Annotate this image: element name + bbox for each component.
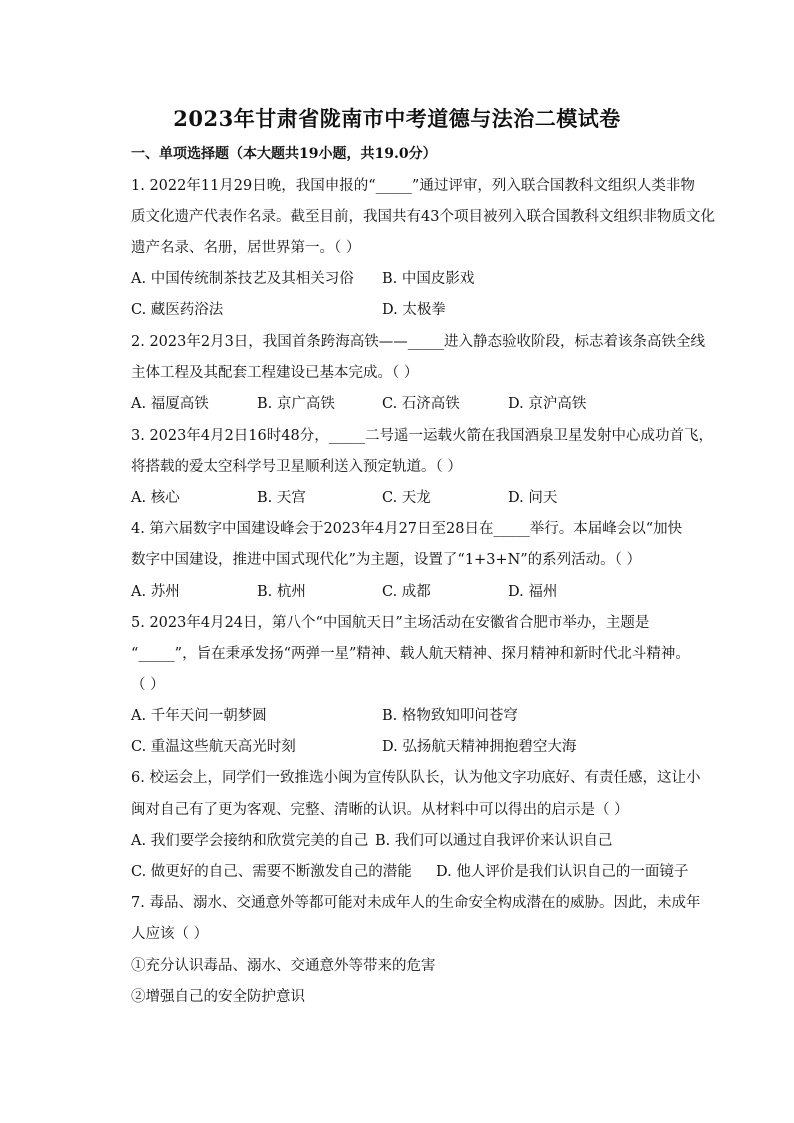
question-1-line-1: 1. 2022年11月29日晚，我国申报的“_____”通过评审，列入联合国教科文组织人类非物	[131, 178, 695, 194]
question-4-option-d: D. 福州	[508, 584, 558, 600]
question-1-line-2: 质文化遗产代表作名录。截至目前，我国共有43个项目被列入联合国教科文组织非物质文化	[131, 209, 715, 225]
question-6-line-1: 6. 校运会上，同学们一致推选小闽为宣传队队长，认为他文字功底好、有责任感，这让小	[131, 770, 701, 786]
question-4-line-2: 数字中国建设，推进中国式现代化”为主题，设置了“1+3+N”的系列活动。（ ）	[131, 552, 642, 568]
question-2-option-c: C. 石济高铁	[382, 396, 460, 412]
question-2-line-1: 2. 2023年2月3日，我国首条跨海高铁——_____进入静态验收阶段，标志着该条高铁全线	[131, 334, 706, 350]
question-5-line-2: “_____”，旨在秉承发扬“两弹一星”精神、载人航天精神、探月精神和新时代北斗精神。	[131, 646, 690, 662]
question-2-option-d: D. 京沪高铁	[508, 396, 587, 412]
question-7-line-1: 7. 毒品、溺水、交通意外等都可能对未成年人的生命安全构成潜在的威胁。因此，未成年	[131, 895, 701, 911]
question-5-option-d: D. 弘扬航天精神拥抱碧空大海	[382, 739, 577, 755]
question-6-option-b: B. 我们可以通过自我评价来认识自己	[375, 833, 613, 849]
question-5-option-b: B. 格物致知叩问苍穹	[382, 708, 518, 724]
question-6-option-a: A. 我们要学会接纳和欣赏完美的自己	[131, 833, 369, 849]
question-4-option-a: A. 苏州	[131, 584, 180, 600]
question-5-line-3: （ ）	[131, 677, 165, 693]
question-1-option-c: C. 藏医药浴法	[131, 302, 224, 318]
question-5-option-a: A. 千年天问一朝梦圆	[131, 708, 267, 724]
page-title: 2023年甘肃省陇南市中考道德与法治二模试卷	[173, 106, 621, 131]
question-5-option-c: C. 重温这些航天高光时刻	[131, 739, 296, 755]
question-3-option-a: A. 核心	[131, 490, 180, 506]
question-4-line-1: 4. 第六届数字中国建设峰会于2023年4月27日至28日在_____举行。本届峰会以“加快	[131, 521, 683, 537]
section-heading: 一、单项选择题（本大题共19小题，共19.0分）	[131, 146, 437, 162]
question-4-option-c: C. 成都	[382, 584, 431, 600]
question-6-option-c: C. 做更好的自己、需要不断激发自己的潜能	[131, 864, 412, 880]
question-7-line-2: 人应该（ ）	[131, 926, 209, 942]
question-1-option-b: B. 中国皮影戏	[382, 271, 475, 287]
question-2-option-a: A. 福厦高铁	[131, 396, 209, 412]
question-3-option-d: D. 问天	[508, 490, 558, 506]
question-6-option-d: D. 他人评价是我们认识自己的一面镜子	[436, 864, 689, 880]
question-5-line-1: 5. 2023年4月24日，第八个“中国航天日”主场活动在安徽省合肥市举办，主题是	[131, 615, 650, 631]
question-1-option-d: D. 太极拳	[382, 302, 446, 318]
question-2-option-b: B. 京广高铁	[257, 396, 335, 412]
question-1-option-a: A. 中国传统制茶技艺及其相关习俗	[131, 271, 354, 287]
question-1-line-3: 遗产名录、名册，居世界第一。（ ）	[131, 240, 361, 256]
question-7-statement-2: ②增强自己的安全防护意识	[131, 989, 305, 1005]
question-7-statement-1: ①充分认识毒品、溺水、交通意外等带来的危害	[131, 958, 436, 974]
question-3-option-c: C. 天龙	[382, 490, 431, 506]
question-2-line-2: 主体工程及其配套工程建设已基本完成。（ ）	[131, 365, 419, 381]
question-4-option-b: B. 杭州	[257, 584, 306, 600]
question-3-line-1: 3. 2023年4月2日16时48分，_____二号遥一运载火箭在我国酒泉卫星发射中心成功首飞，	[131, 428, 713, 444]
question-3-option-b: B. 天宫	[257, 490, 306, 506]
question-6-line-2: 闽对自己有了更为客观、完整、清晰的认识。从材料中可以得出的启示是（ ）	[131, 802, 629, 818]
question-3-line-2: 将搭载的爱太空科学号卫星顺利送入预定轨道。（ ）	[131, 459, 462, 475]
